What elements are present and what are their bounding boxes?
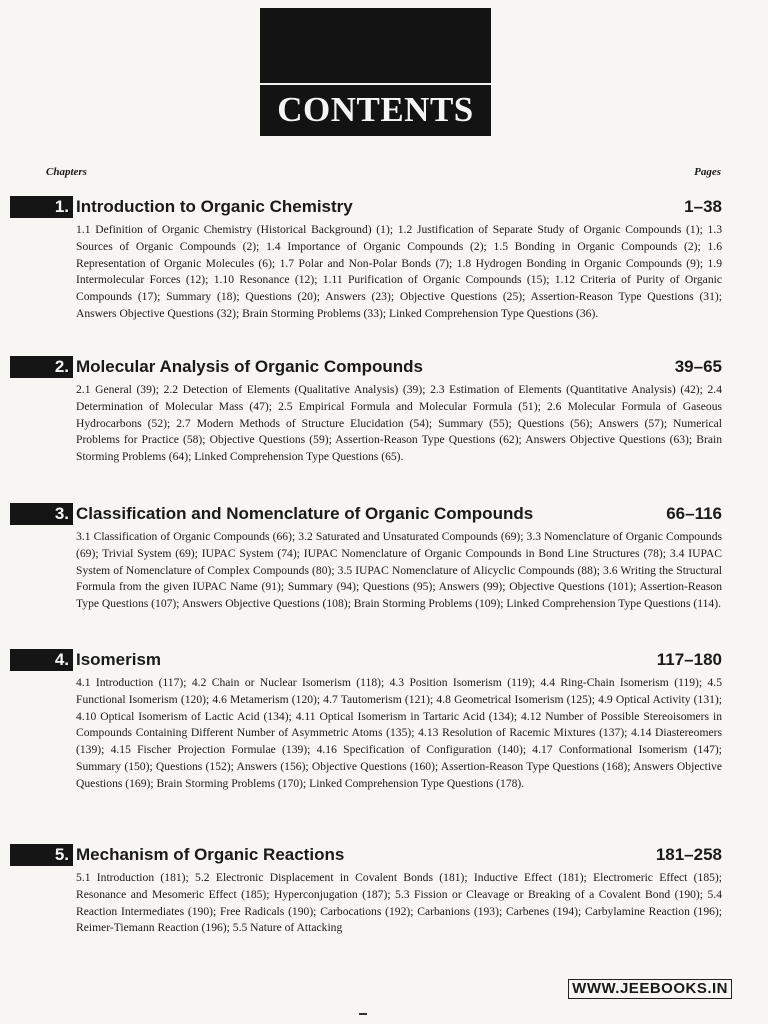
watermark-url: WWW.JEEBOOKS.IN [568, 979, 732, 999]
chapter-topics: 5.1 Introduction (181); 5.2 Electronic Displacement in Covalent Bonds (181); Inductive Effect (181); Electromeric Effect (185); Resonance and Mesomeric Effect (185); Hyperconjugation (187); 5.3 Fission or Cleavage or Breaking of a Covalent Bond (190); 5.4 Reaction Intermediates (190); Free Radicals (190); Carbocations (192); Carbanions (193); Carbenes (194); Carbylamine Reaction (196); Reimer-Tiemann Reaction (196); 5.5 Nature of Attacking [76, 871, 722, 935]
header-divider [260, 83, 491, 85]
page-dash [359, 1013, 367, 1015]
chapter-number-badge: 4. [10, 649, 73, 671]
chapter-topics: 2.1 General (39); 2.2 Detection of Elements (Qualitative Analysis) (39); 2.3 Estimation of Elements (Quantitative Analysis) (42); 2.4 Determination of Molecular Mass (47); 2.5 Empirical Formula and Molecular Formula (51); 2.6 Molecular Formula of Gaseous Hydrocarbons (52); 2.7 Modern Methods of Structure Elucidation (54); Summary (55); Questions (56); Answers (57); Numerical Problems for Practice (58); Objective Questions (59); Assertion-Reason Type Questions (62); Answers Objective Questions (63); Brain Storming Problems (64); Linked Comprehension Type Questions (65). [76, 383, 722, 464]
chapter-topics: 4.1 Introduction (117); 4.2 Chain or Nuclear Isomerism (118); 4.3 Position Isomerism (119); 4.4 Ring-Chain Isomerism (119); 4.5 Functional Isomerism (120); 4.6 Metamerism (120); 4.7 Tautomerism (121); 4.8 Geometrical Isomerism (125); 4.9 Optical Activity (131); 4.10 Optical Isomerism of Lactic Acid (134); 4.11 Optical Isomerism in Tartaric Acid (134); 4.12 Number of Possible Stereoisomers in Compounds Containing Different Number of Asymmetric Atoms (135); 4.13 Resolution of Racemic Mixtures (137); 4.14 Diastereomers (139); 4.15 Fischer Projection Formulae (139); 4.16 Specification of Configuration (140); 4.17 Conformational Isomerism (147); Summary (150); Questions (152); Answers (156); Objective Questions (160); Assertion-Reason Type Questions (168); Answers Objective Questions (169); Brain Storming Problems (170); Linked Comprehension Type Questions (178). [76, 676, 722, 790]
chapter-heading [10, 196, 722, 222]
chapter-title: Classification and Nomenclature of Organic Compounds [76, 504, 534, 523]
chapter-heading [10, 649, 722, 675]
chapter-pages: 117–180 [656, 650, 722, 669]
chapter-number-badge: 3. [10, 503, 73, 525]
chapter-topics: 1.1 Definition of Organic Chemistry (Historical Background) (1); 1.2 Justification of Separate Study of Organic Compounds (1); 1.3 Sources of Organic Compounds (2); 1.4 Importance of Organic Compounds (2); 1.5 Bonding in Organic Compounds (2); 1.6 Representation of Organic Molecules (6); 1.7 Polar and Non-Polar Bonds (7); 1.8 Hydrogen Bonding in Organic Compounds (9); 1.9 Intermolecular Forces (12); 1.10 Resonance (12); 1.11 Purification of Organic Compounds (15); 1.12 Criteria of Purity of Organic Compounds (17); Summary (18); Questions (20); Answers (23); Objective Questions (25); Assertion-Reason Type Questions (31); Answers Objective Questions (32); Brain Storming Problems (33); Linked Comprehension Type Questions (36). [76, 223, 722, 320]
chapter-number-badge: 5. [10, 844, 73, 866]
chapter-4 [10, 649, 722, 793]
contents-header-block [260, 8, 491, 136]
chapter-3 [10, 503, 722, 613]
chapter-heading [10, 503, 722, 529]
chapter-number-badge: 2. [10, 356, 73, 378]
chapter-pages: 39–65 [674, 357, 722, 376]
chapter-pages: 1–38 [684, 197, 722, 216]
chapter-pages: 66–116 [666, 504, 722, 523]
chapter-1 [10, 196, 722, 323]
chapter-title: Molecular Analysis of Organic Compounds [76, 357, 423, 376]
pages-column-label: Pages [694, 166, 721, 178]
chapter-5 [10, 844, 722, 937]
page-title: CONTENTS [277, 90, 474, 129]
chapter-pages: 181–258 [655, 845, 722, 864]
chapter-heading [10, 356, 722, 382]
chapter-topics: 3.1 Classification of Organic Compounds (66); 3.2 Saturated and Unsaturated Compounds (69); 3.3 Nomenclature of Organic Compounds (69); Trivial System (69); IUPAC System (74); IUPAC Nomenclature of Organic Compounds in Bond Line Structures (78); 3.4 IUPAC System of Nomenclature of Complex Compounds (80); 3.5 IUPAC Nomenclature of Alicyclic Compounds (88); 3.6 Writing the Structural Formula from the given IUPAC Name (91); Summary (94); Questions (95); Answers (99); Objective Questions (101); Assertion-Reason Type Questions (107); Answers Objective Questions (108); Brain Storming Problems (109); Linked Comprehension Type Questions (114). [76, 530, 722, 611]
chapter-heading [10, 844, 722, 870]
chapter-number-badge: 1. [10, 196, 73, 218]
chapter-title: Introduction to Organic Chemistry [76, 197, 353, 216]
chapter-2 [10, 356, 722, 466]
chapter-title: Isomerism [76, 650, 162, 669]
chapter-title: Mechanism of Organic Reactions [76, 845, 345, 864]
chapters-column-label: Chapters [46, 166, 87, 178]
